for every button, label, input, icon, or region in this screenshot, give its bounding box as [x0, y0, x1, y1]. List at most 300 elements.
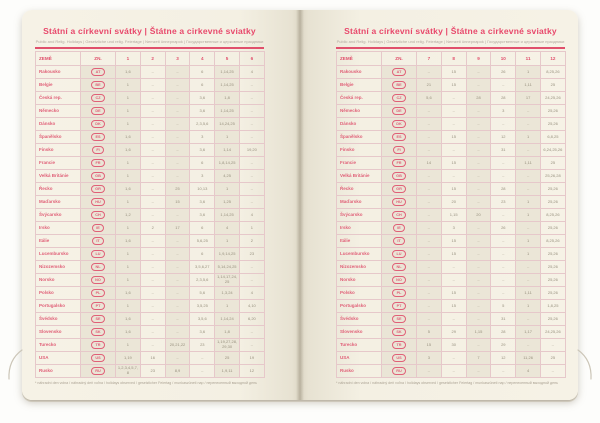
holiday-cell: –: [140, 92, 165, 105]
holiday-cell: 5,6,25: [190, 235, 215, 248]
holiday-cell: 3,6: [190, 144, 215, 157]
holiday-cell: –: [417, 144, 442, 157]
holiday-cell: 8,25,26: [540, 209, 565, 222]
holiday-cell: 1,14,25: [215, 79, 240, 92]
table-row: [337, 287, 566, 300]
holiday-cell: –: [140, 105, 165, 118]
table-row: [36, 352, 265, 365]
table-row: [337, 313, 566, 326]
table-row: [36, 235, 265, 248]
holiday-cell: –: [140, 118, 165, 131]
holiday-cell: –: [491, 157, 516, 170]
holiday-cell: 25,26: [540, 313, 565, 326]
holiday-cell: 25,26: [540, 248, 565, 261]
page-curl-icon: [576, 348, 596, 382]
month-column-header: 9: [466, 52, 491, 66]
country-name: Slovensko: [36, 326, 81, 339]
country-name: Lucembursko: [36, 248, 81, 261]
table-row: [36, 339, 265, 352]
country-code-badge: FR: [91, 159, 105, 167]
holiday-cell: 1,8,14,25: [215, 157, 240, 170]
holiday-cell: –: [140, 144, 165, 157]
holiday-cell: –: [165, 300, 190, 313]
holiday-cell: 1: [516, 131, 541, 144]
table-row: [36, 144, 265, 157]
holiday-cell: –: [140, 170, 165, 183]
holiday-cell: 1,15: [466, 326, 491, 339]
table-row: [36, 196, 265, 209]
holiday-cell: 3: [417, 352, 442, 365]
country-code-cell: [382, 183, 417, 196]
holiday-cell: 25,26: [540, 118, 565, 131]
country-name: Rusko: [337, 365, 382, 378]
table-row: [36, 365, 265, 378]
holiday-cell: –: [140, 196, 165, 209]
country-name: Polsko: [337, 287, 382, 300]
holiday-cell: –: [140, 66, 165, 79]
holiday-cell: –: [417, 170, 442, 183]
holiday-cell: –: [140, 183, 165, 196]
holiday-cell: 29: [441, 326, 466, 339]
country-name: Belgie: [36, 79, 81, 92]
country-code-cell: [81, 92, 116, 105]
country-code-cell: [81, 339, 116, 352]
country-name: Irsko: [36, 222, 81, 235]
table-row: [337, 183, 566, 196]
table-row: [337, 365, 566, 378]
country-name: Norsko: [36, 274, 81, 287]
holiday-cell: –: [516, 222, 541, 235]
holiday-cell: 15: [441, 66, 466, 79]
country-name: Řecko: [36, 183, 81, 196]
country-name: Rusko: [36, 365, 81, 378]
country-code-badge: US: [91, 354, 105, 362]
holiday-cell: –: [417, 313, 442, 326]
holiday-cell: –: [441, 92, 466, 105]
holiday-cell: –: [466, 157, 491, 170]
holiday-cell: –: [441, 144, 466, 157]
country-code-badge: IE: [92, 224, 105, 232]
holiday-cell: –: [140, 235, 165, 248]
diary-spread: [22, 10, 578, 400]
holiday-cell: –: [466, 235, 491, 248]
holiday-cell: –: [516, 339, 541, 352]
holiday-cell: 1,11: [516, 287, 541, 300]
holiday-cell: –: [441, 261, 466, 274]
country-name: Polsko: [36, 287, 81, 300]
holiday-cell: 25: [215, 352, 240, 365]
holiday-cell: 25: [540, 79, 565, 92]
country-code-cell: [382, 261, 417, 274]
month-column-header: 10: [491, 52, 516, 66]
holiday-cell: –: [516, 170, 541, 183]
country-code-badge: GB: [91, 172, 106, 180]
country-name: Švýcarsko: [337, 209, 382, 222]
holiday-cell: 1,2: [116, 209, 141, 222]
table-row: [337, 131, 566, 144]
country-code-cell: [81, 313, 116, 326]
holiday-cell: –: [491, 261, 516, 274]
holiday-cell: 23: [239, 248, 264, 261]
country-code-badge: PL: [392, 289, 406, 297]
holiday-cell: –: [491, 118, 516, 131]
holiday-cell: 1,2,3,4,5,7,8: [116, 365, 141, 378]
country-code-cell: [382, 196, 417, 209]
holiday-cell: 8,9: [165, 365, 190, 378]
holiday-cell: –: [417, 66, 442, 79]
country-name: Itálie: [337, 235, 382, 248]
holiday-cell: 1,8: [215, 326, 240, 339]
holiday-cell: –: [491, 287, 516, 300]
holiday-cell: 1,14,25: [215, 105, 240, 118]
page-title: Státní a církevní svátky | Štátne a cirkevné sviatky: [43, 26, 256, 36]
holiday-cell: –: [466, 118, 491, 131]
holiday-cell: 28: [466, 92, 491, 105]
holiday-cell: 10,13: [190, 183, 215, 196]
holiday-cell: –: [417, 274, 442, 287]
country-name: Itálie: [36, 235, 81, 248]
holiday-cell: –: [140, 261, 165, 274]
table-row: [36, 157, 265, 170]
country-code-badge: IT: [393, 237, 405, 245]
holiday-cell: –: [140, 79, 165, 92]
table-row: [337, 326, 566, 339]
country-name: Francie: [36, 157, 81, 170]
country-code-cell: [81, 274, 116, 287]
country-name: Nizozemsko: [36, 261, 81, 274]
holiday-cell: 11,26: [516, 352, 541, 365]
holiday-cell: 25,26: [540, 183, 565, 196]
country-name: Slovensko: [337, 326, 382, 339]
holiday-cell: –: [417, 248, 442, 261]
holiday-cell: –: [239, 339, 264, 352]
country-code-badge: IE: [393, 224, 406, 232]
holiday-cell: 25,26: [540, 274, 565, 287]
table-header-row: [36, 52, 265, 66]
holiday-cell: –: [417, 209, 442, 222]
country-name: USA: [337, 352, 382, 365]
country-code-cell: [382, 365, 417, 378]
holiday-cell: 3: [441, 222, 466, 235]
holiday-cell: 3,5,6,27: [190, 261, 215, 274]
country-code-badge: FI: [92, 146, 104, 154]
month-column-header: 11: [516, 52, 541, 66]
table-row: [337, 157, 566, 170]
holiday-cell: –: [165, 313, 190, 326]
holiday-cell: –: [165, 92, 190, 105]
holiday-cell: 1: [116, 222, 141, 235]
country-name: Norsko: [337, 274, 382, 287]
holiday-cell: –: [165, 261, 190, 274]
holiday-cell: 25,26,28: [540, 170, 565, 183]
month-column-header: 8: [441, 52, 466, 66]
holiday-cell: 1,6: [116, 287, 141, 300]
holiday-cell: 14,24,25: [215, 118, 240, 131]
holiday-cell: –: [417, 196, 442, 209]
holiday-cell: 1,14,25: [215, 66, 240, 79]
country-code-cell: [382, 248, 417, 261]
holiday-cell: 25,26: [540, 196, 565, 209]
country-code-badge: GR: [392, 185, 407, 193]
holiday-cell: 15: [441, 235, 466, 248]
country-code-cell: [382, 209, 417, 222]
holiday-cell: 3,6: [190, 209, 215, 222]
country-code-cell: [382, 300, 417, 313]
holiday-cell: –: [239, 326, 264, 339]
country-code-badge: DE: [392, 107, 406, 115]
holiday-cell: –: [165, 118, 190, 131]
country-code-badge: RU: [91, 367, 105, 375]
holiday-cell: 4,10: [239, 300, 264, 313]
holiday-cell: 20: [466, 209, 491, 222]
holiday-cell: 1,3,24: [215, 287, 240, 300]
holiday-table-months-7-12: [336, 51, 566, 378]
holiday-cell: 2,3,5,6: [190, 274, 215, 287]
country-name: Německo: [36, 105, 81, 118]
holiday-cell: 1,14,17,24,25: [215, 274, 240, 287]
holiday-cell: –: [239, 157, 264, 170]
country-code-cell: [81, 105, 116, 118]
holiday-cell: –: [417, 235, 442, 248]
country-code-cell: [382, 235, 417, 248]
country-code-badge: FR: [392, 159, 406, 167]
holiday-cell: –: [165, 352, 190, 365]
holiday-cell: –: [466, 365, 491, 378]
holiday-cell: –: [466, 79, 491, 92]
holiday-cell: 15: [441, 183, 466, 196]
holiday-cell: 25,26: [540, 261, 565, 274]
table-row: [36, 313, 265, 326]
holiday-cell: 1,9,14,25: [215, 248, 240, 261]
holiday-cell: 12: [239, 365, 264, 378]
holiday-cell: 3: [190, 131, 215, 144]
country-code-badge: LU: [91, 250, 105, 258]
holiday-cell: –: [165, 66, 190, 79]
holiday-cell: –: [466, 196, 491, 209]
holiday-cell: –: [165, 105, 190, 118]
country-name: Švýcarsko: [36, 209, 81, 222]
country-name: Švédsko: [36, 313, 81, 326]
holiday-cell: 6: [190, 222, 215, 235]
holiday-cell: 1: [116, 196, 141, 209]
holiday-cell: 3: [190, 170, 215, 183]
table-row: [337, 274, 566, 287]
holiday-cell: –: [239, 105, 264, 118]
holiday-cell: 1: [215, 300, 240, 313]
holiday-cell: –: [239, 261, 264, 274]
country-code-badge: ES: [392, 133, 406, 141]
holiday-cell: –: [239, 118, 264, 131]
country-code-badge: GB: [392, 172, 407, 180]
holiday-cell: –: [540, 365, 565, 378]
holiday-cell: 4: [239, 287, 264, 300]
holiday-cell: 1: [516, 300, 541, 313]
country-code-badge: LU: [392, 250, 406, 258]
country-code-badge: TR: [91, 341, 105, 349]
holiday-cell: –: [491, 365, 516, 378]
holiday-cell: –: [165, 170, 190, 183]
holiday-cell: 26: [491, 66, 516, 79]
country-name: Česká rep.: [337, 92, 382, 105]
country-code-cell: [81, 118, 116, 131]
holiday-cell: 3,5,25: [190, 300, 215, 313]
holiday-cell: –: [190, 365, 215, 378]
country-name: Nizozemsko: [337, 261, 382, 274]
country-code-cell: [81, 287, 116, 300]
footnote: * náhradní den volna / náhradný deň voľna / holidays observed / gesetzlicher Feiertag / munkaszüneti nap / перенесенный выходной день: [336, 380, 558, 385]
holiday-cell: 4: [215, 222, 240, 235]
holiday-cell: –: [140, 248, 165, 261]
table-row: [337, 209, 566, 222]
table-row: [36, 92, 265, 105]
table-row: [337, 196, 566, 209]
country-name: Irsko: [337, 222, 382, 235]
table-row: [36, 66, 265, 79]
country-code-badge: NL: [91, 263, 105, 271]
table-row: [337, 144, 566, 157]
page-left: [22, 10, 300, 400]
country-code-badge: US: [392, 354, 406, 362]
holiday-cell: 4,25: [215, 170, 240, 183]
table-row: [337, 222, 566, 235]
country-name: Řecko: [337, 183, 382, 196]
holiday-cell: 20: [441, 196, 466, 209]
country-name: Portugalsko: [36, 300, 81, 313]
holiday-cell: 1: [215, 183, 240, 196]
holiday-cell: 1: [116, 339, 141, 352]
holiday-cell: 1: [516, 209, 541, 222]
table-row: [36, 209, 265, 222]
country-code-cell: [382, 313, 417, 326]
holiday-cell: 17: [165, 222, 190, 235]
holiday-cell: 3,6: [190, 105, 215, 118]
column-header-country: ZEMĚ: [337, 52, 382, 66]
holiday-cell: 6: [190, 66, 215, 79]
holiday-cell: 2: [239, 235, 264, 248]
holiday-cell: –: [239, 79, 264, 92]
country-code-cell: [81, 144, 116, 157]
holiday-cell: 1: [516, 248, 541, 261]
holiday-cell: –: [466, 261, 491, 274]
holiday-cell: 1: [215, 235, 240, 248]
country-code-badge: FI: [393, 146, 405, 154]
country-name: Španělsko: [36, 131, 81, 144]
holiday-cell: 1: [116, 248, 141, 261]
holiday-cell: 5: [417, 326, 442, 339]
country-code-badge: SK: [91, 328, 105, 336]
country-code-cell: [81, 209, 116, 222]
holiday-cell: 4: [516, 365, 541, 378]
holiday-cell: –: [239, 183, 264, 196]
month-column-header: 6: [239, 52, 264, 66]
table-header-row: [337, 52, 566, 66]
holiday-cell: 5,6: [417, 92, 442, 105]
holiday-cell: –: [516, 274, 541, 287]
table-row: [36, 274, 265, 287]
holiday-cell: 30: [441, 339, 466, 352]
holiday-cell: 1: [116, 300, 141, 313]
holiday-cell: 1,15: [441, 209, 466, 222]
holiday-cell: 28: [491, 326, 516, 339]
country-code-badge: RU: [392, 367, 406, 375]
holiday-cell: 1,19,27,28,29,30: [215, 339, 240, 352]
holiday-cell: 28: [491, 92, 516, 105]
holiday-cell: –: [190, 352, 215, 365]
holiday-cell: 6: [190, 157, 215, 170]
country-code-cell: [81, 170, 116, 183]
holiday-cell: 1: [116, 157, 141, 170]
holiday-cell: 1: [215, 131, 240, 144]
holiday-cell: 21: [417, 79, 442, 92]
country-name: Belgie: [337, 79, 382, 92]
holiday-cell: 5,6: [190, 287, 215, 300]
holiday-cell: –: [140, 300, 165, 313]
holiday-cell: 1: [516, 235, 541, 248]
holiday-cell: 1: [239, 222, 264, 235]
country-name: Česká rep.: [36, 92, 81, 105]
holiday-cell: 1,11: [516, 79, 541, 92]
holiday-cell: 19: [239, 352, 264, 365]
table-row: [36, 248, 265, 261]
holiday-cell: 25: [540, 352, 565, 365]
holiday-cell: –: [239, 131, 264, 144]
country-name: Rakousko: [337, 66, 382, 79]
holiday-cell: 24,25,26: [540, 92, 565, 105]
holiday-cell: 1,25: [215, 196, 240, 209]
holiday-cell: –: [417, 118, 442, 131]
holiday-cell: 24,25,26: [540, 326, 565, 339]
holiday-cell: –: [491, 79, 516, 92]
holiday-cell: –: [239, 92, 264, 105]
holiday-cell: 15: [441, 248, 466, 261]
holiday-cell: –: [140, 274, 165, 287]
holiday-cell: 1,6: [116, 131, 141, 144]
country-code-cell: [382, 287, 417, 300]
holiday-cell: 25,26: [540, 222, 565, 235]
holiday-cell: 12: [491, 131, 516, 144]
country-name: Rakousko: [36, 66, 81, 79]
holiday-cell: –: [417, 222, 442, 235]
holiday-cell: 23: [140, 365, 165, 378]
table-row: [337, 352, 566, 365]
table-row: [337, 92, 566, 105]
country-code-cell: [382, 92, 417, 105]
holiday-cell: 25: [540, 157, 565, 170]
holiday-cell: 15: [441, 79, 466, 92]
country-name: Dánsko: [36, 118, 81, 131]
holiday-cell: 12: [491, 352, 516, 365]
table-row: [337, 261, 566, 274]
column-header-code: ZN.: [382, 52, 417, 66]
country-code-badge: BE: [91, 81, 105, 89]
table-row: [337, 339, 566, 352]
holiday-cell: 1: [516, 196, 541, 209]
holiday-cell: –: [466, 170, 491, 183]
holiday-cell: –: [491, 248, 516, 261]
holiday-cell: –: [239, 170, 264, 183]
country-name: Francie: [337, 157, 382, 170]
holiday-cell: 31: [491, 313, 516, 326]
country-name: USA: [36, 352, 81, 365]
table-row: [36, 326, 265, 339]
holiday-cell: –: [466, 313, 491, 326]
country-code-badge: DK: [392, 120, 406, 128]
month-column-header: 4: [190, 52, 215, 66]
month-column-header: 1: [116, 52, 141, 66]
country-code-badge: PT: [91, 302, 105, 310]
holiday-cell: –: [417, 287, 442, 300]
holiday-cell: 1,14: [215, 144, 240, 157]
